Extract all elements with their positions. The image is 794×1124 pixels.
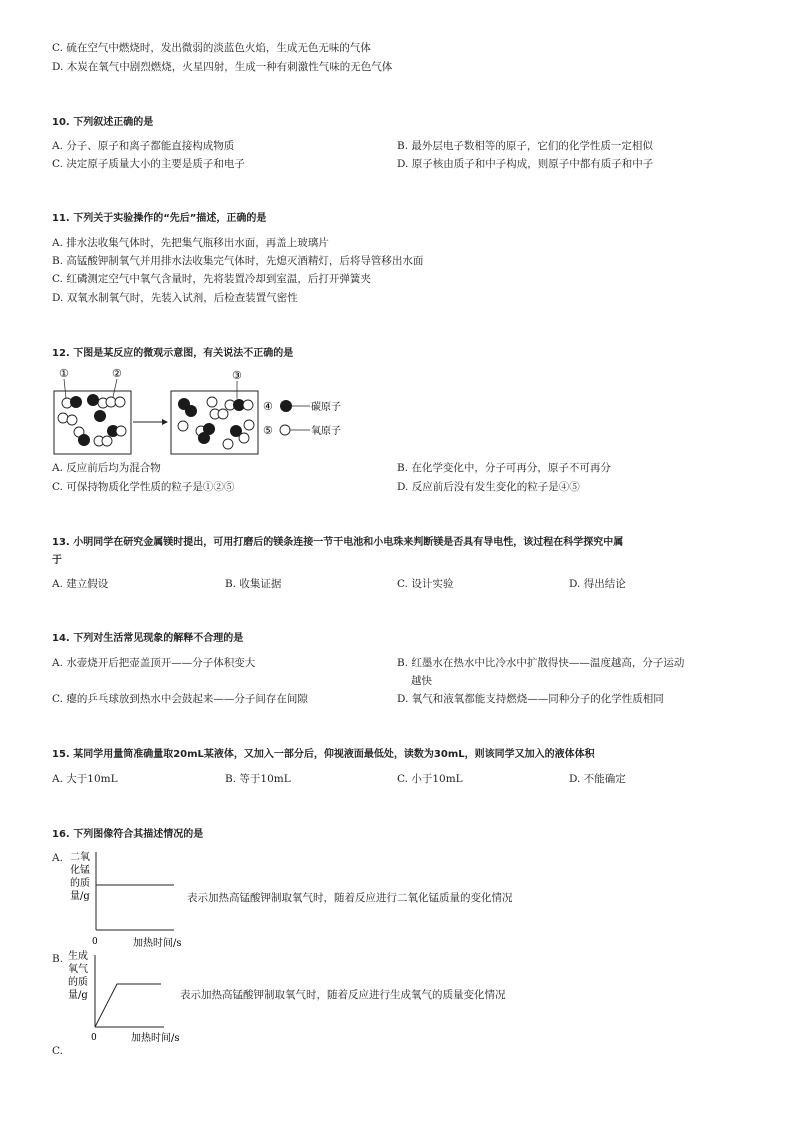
q12-option-a: A. 反应前后均为混合物 [52, 462, 161, 474]
graph-a-origin: 0 [92, 937, 98, 947]
q15-stem: 15. 某同学用量筒准确量取20mL某液体，又加入一部分后，仰视液面最低处，读数为30mL，则该同学又加入的液体体积 [52, 749, 595, 760]
marker-1: ① [59, 367, 69, 380]
graph-b-ylabel-1: 生成 [68, 951, 88, 962]
q14-option-d: D. 氧气和液氧都能支持燃烧——同种分子的化学性质相同 [397, 693, 664, 705]
marker-3: ③ [232, 369, 242, 382]
graph-b-series-line [95, 984, 161, 1027]
q16-stem: 16. 下列图像符合其描述情况的是 [52, 829, 204, 840]
q16-option-b-label: B. [52, 953, 64, 965]
q13-option-b: B. 收集证据 [225, 578, 282, 590]
marker-2: ② [112, 367, 122, 380]
q10-option-a: A. 分子、原子和离子都能直接构成物质 [52, 140, 235, 152]
graph-a-ylabel-3: 的质 [70, 878, 90, 889]
q13-stem-line2: 于 [52, 555, 62, 566]
graph-a-ylabel-4: 量/g [70, 891, 90, 902]
q16-option-a-description: 表示加热高锰酸钾制取氧气时，随着反应进行二氧化锰质量的变化情况 [187, 892, 513, 904]
q11-option-a: A. 排水法收集气体时，先把集气瓶移出水面，再盖上玻璃片 [52, 237, 329, 249]
q13-option-d: D. 得出结论 [569, 578, 626, 590]
q11-option-b: B. 高锰酸钾制氧气并用排水法收集完气体时，先熄灭酒精灯，后将导管移出水面 [52, 255, 424, 267]
q16-option-b-description: 表示加热高锰酸钾制取氧气时，随着反应进行生成氧气的质量变化情况 [180, 989, 506, 1001]
q9-option-d: D. 木炭在氧气中剧烈燃烧，火星四射，生成一种有刺激性气味的无色气体 [52, 61, 393, 73]
q16-option-a-label: A. [52, 852, 63, 864]
graph-b-ylabel-2: 氧气 [68, 964, 88, 975]
legend-oxygen-label: 氧原子 [311, 426, 341, 437]
q15-option-a: A. 大于10mL [52, 773, 118, 785]
graph-a-xlabel: 加热时间/s [133, 938, 182, 949]
q12-option-d: D. 反应前后没有发生变化的粒子是④⑤ [397, 481, 580, 493]
q11-option-d: D. 双氧水制氧气时，先装入试剂，后检查装置气密性 [52, 292, 298, 304]
q13-option-a: A. 建立假设 [52, 578, 109, 590]
q14-option-b-line1: B. 红墨水在热水中比冷水中扩散得快——温度越高，分子运动 [397, 657, 685, 669]
q10-stem: 10. 下列叙述正确的是 [52, 117, 154, 128]
q12-option-b: B. 在化学变化中，分子可再分，原子不可再分 [397, 462, 611, 474]
graph-b-ylabel-4: 量/g [68, 990, 88, 1001]
q12-stem: 12. 下图是某反应的微观示意图，有关说法不正确的是 [52, 348, 294, 359]
legend-carbon-label: 碳原子 [311, 402, 341, 413]
q15-option-b: B. 等于10mL [225, 773, 291, 785]
graph-b-origin: 0 [91, 1033, 97, 1043]
q14-option-a: A. 水壶烧开后把壶盖顶开——分子体积变大 [52, 657, 256, 669]
q9-option-c: C. 硫在空气中燃烧时，发出微弱的淡蓝色火焰，生成无色无味的气体 [52, 42, 371, 54]
q15-option-c: C. 小于10mL [397, 773, 463, 785]
q14-option-c: C. 瘪的乒乓球放到热水中会鼓起来——分子间存在间隙 [52, 693, 308, 705]
q10-option-d: D. 原子核由质子和中子构成，则原子中都有质子和中子 [397, 158, 654, 170]
q16-option-c-label: C. [52, 1045, 63, 1057]
graph-b-ylabel-3: 的质 [68, 977, 88, 988]
q12-option-c: C. 可保持物质化学性质的粒子是①②⑤ [52, 481, 235, 493]
graph-b-xlabel: 加热时间/s [131, 1033, 180, 1044]
q10-option-c: C. 决定原子质量大小的主要是质子和电子 [52, 158, 245, 170]
graph-a-ylabel-1: 二氧 [70, 852, 90, 863]
q15-option-d: D. 不能确定 [569, 773, 626, 785]
q14-stem: 14. 下列对生活常见现象的解释不合理的是 [52, 633, 244, 644]
q14-option-b-line2: 越快 [411, 675, 432, 687]
legend-marker-4: ④ [263, 400, 273, 413]
q13-option-c: C. 设计实验 [397, 578, 454, 590]
graph-a-ylabel-2: 化锰 [70, 865, 90, 876]
q11-option-c: C. 红磷测定空气中氧气含量时，先将装置冷却到室温，后打开弹簧夹 [52, 273, 371, 285]
legend-marker-5: ⑤ [263, 424, 273, 437]
q13-stem-line1: 13. 小明同学在研究金属镁时提出，可用打磨后的镁条连接一节干电池和小电珠来判断镁是否具有导电性，该过程在科学探究中属 [52, 537, 624, 548]
q11-stem: 11. 下列关于实验操作的“先后”描述，正确的是 [52, 213, 267, 224]
q10-option-b: B. 最外层电子数相等的原子，它们的化学性质一定相似 [397, 140, 653, 152]
